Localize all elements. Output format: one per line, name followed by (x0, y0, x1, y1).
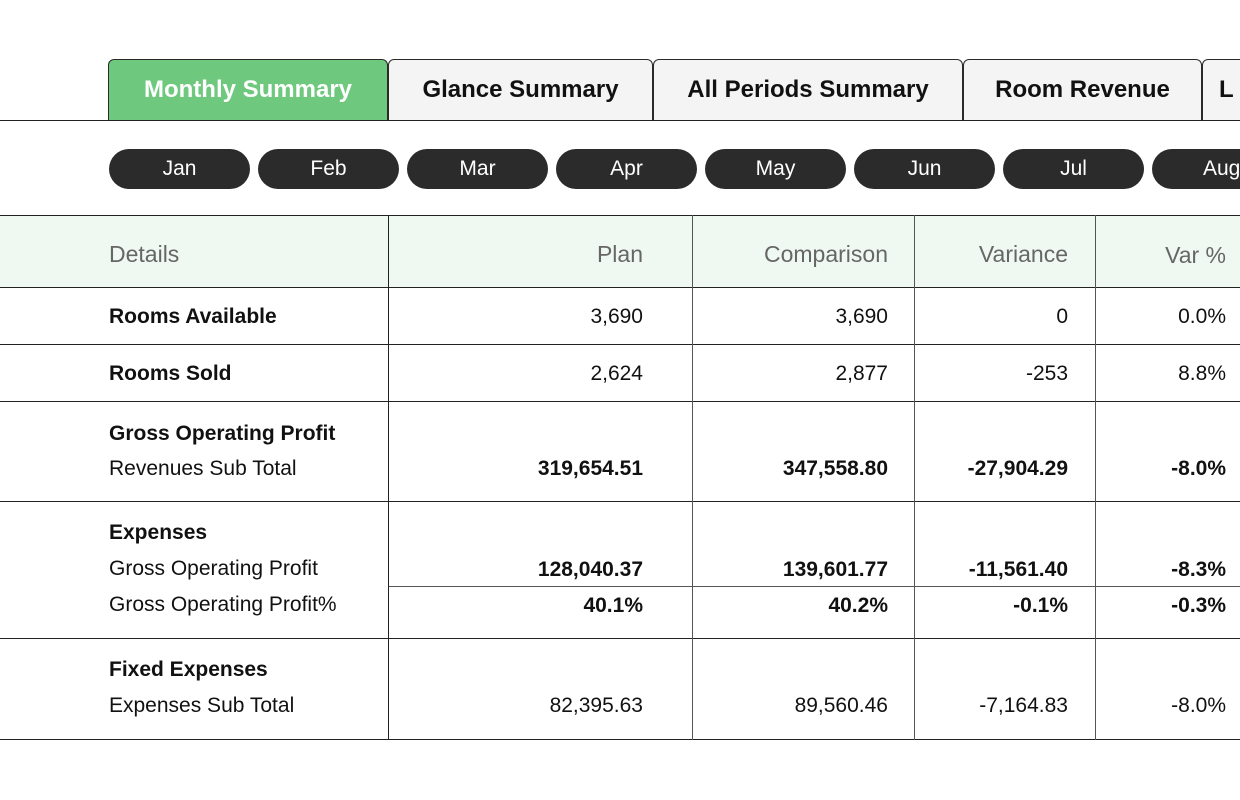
revenues-sub-total-comparison: 347,558.80 (782, 457, 888, 480)
rooms-available-plan: 3,690 (590, 305, 643, 328)
row-label-revenues-sub-total: Revenues Sub Total (109, 457, 297, 480)
month-pill-jan[interactable]: Jan (109, 149, 250, 189)
revenues-sub-total-variance: -27,904.29 (967, 457, 1068, 480)
month-selector (109, 149, 1240, 189)
month-pill-mar[interactable]: Mar (407, 149, 548, 189)
table-subrule (388, 586, 1240, 587)
tab-partial[interactable]: L (1202, 59, 1240, 120)
gop-var-pct: -8.3% (1171, 558, 1226, 581)
header-var-pct: Var % (1165, 242, 1226, 268)
report-tabs (108, 59, 1240, 121)
row-label-gop: Gross Operating Profit (109, 557, 318, 580)
month-pill-may[interactable]: May (705, 149, 846, 189)
column-divider (1095, 215, 1096, 740)
column-divider (692, 215, 693, 740)
rooms-available-comparison: 3,690 (835, 305, 888, 328)
expenses-sub-total-plan: 82,395.63 (549, 694, 643, 717)
month-pill-jun[interactable]: Jun (854, 149, 995, 189)
gop-pct-variance: -0.1% (1013, 594, 1068, 617)
gop-plan: 128,040.37 (537, 558, 643, 581)
gop-comparison: 139,601.77 (782, 558, 888, 581)
rooms-available-variance: 0 (1056, 305, 1068, 328)
table-rule (0, 638, 1240, 639)
expenses-sub-total-var-pct: -8.0% (1171, 694, 1226, 717)
gop-pct-var-pct: -0.3% (1171, 594, 1226, 617)
tab-monthly-summary[interactable]: Monthly Summary (108, 59, 388, 120)
table-rule (0, 287, 1240, 288)
rooms-available-var-pct: 0.0% (1178, 305, 1226, 328)
month-pill-apr[interactable]: Apr (556, 149, 697, 189)
expenses-sub-total-variance: -7,164.83 (979, 694, 1068, 717)
revenues-sub-total-var-pct: -8.0% (1171, 457, 1226, 480)
header-variance: Variance (978, 241, 1068, 267)
table-rule (0, 501, 1240, 502)
header-comparison: Comparison (764, 241, 888, 267)
table-rule (0, 344, 1240, 345)
row-label-expenses-sub-total: Expenses Sub Total (109, 694, 295, 717)
gop-variance: -11,561.40 (968, 558, 1068, 581)
column-divider (388, 215, 389, 740)
table-rule (0, 401, 1240, 402)
tab-room-revenue[interactable]: Room Revenue (963, 59, 1202, 120)
row-label-rooms-available: Rooms Available (109, 305, 277, 328)
table-rule (0, 739, 1240, 740)
column-divider (914, 215, 915, 740)
rooms-sold-comparison: 2,877 (835, 362, 888, 385)
section-title-gop: Gross Operating Profit (109, 422, 336, 445)
tab-all-periods-summary[interactable]: All Periods Summary (653, 59, 963, 120)
gop-pct-plan: 40.1% (583, 594, 643, 617)
header-plan: Plan (596, 241, 643, 267)
expenses-sub-total-comparison: 89,560.46 (794, 694, 888, 717)
month-pill-jul[interactable]: Jul (1003, 149, 1144, 189)
revenues-sub-total-plan: 319,654.51 (537, 457, 643, 480)
month-pill-aug[interactable]: Aug (1152, 149, 1240, 189)
header-details: Details (109, 241, 180, 267)
rooms-sold-plan: 2,624 (590, 362, 643, 385)
tab-glance-summary[interactable]: Glance Summary (388, 59, 653, 120)
rooms-sold-variance: -253 (1025, 362, 1068, 385)
row-label-rooms-sold: Rooms Sold (109, 362, 232, 385)
row-label-gop-pct: Gross Operating Profit% (109, 593, 337, 616)
section-title-fixed-expenses: Fixed Expenses (109, 658, 268, 681)
table-rule (0, 215, 1240, 216)
rooms-sold-var-pct: 8.8% (1178, 362, 1226, 385)
tabs-baseline (0, 120, 1240, 121)
gop-pct-comparison: 40.2% (828, 594, 888, 617)
section-title-expenses: Expenses (109, 521, 208, 544)
month-pill-feb[interactable]: Feb (258, 149, 399, 189)
